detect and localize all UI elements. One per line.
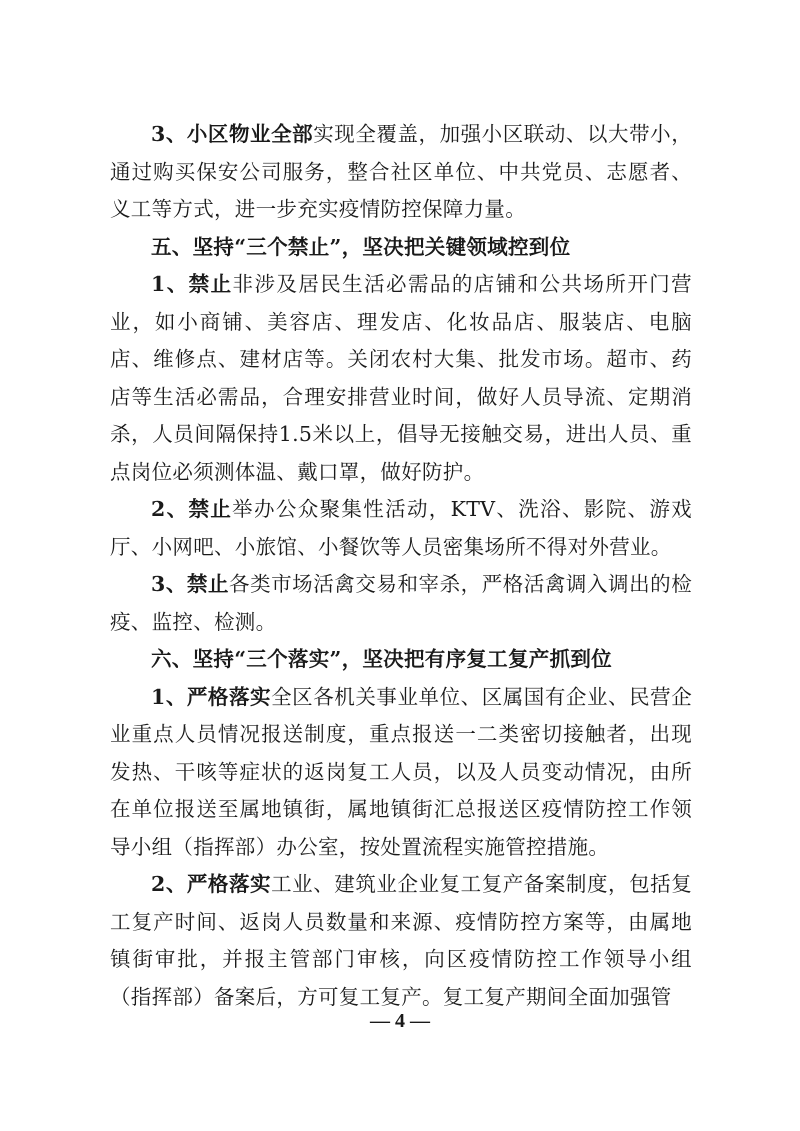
paragraph-ban-poultry	[110, 566, 692, 641]
paragraph-ban-gatherings	[110, 491, 692, 566]
item-number: 1、严格	[151, 684, 229, 709]
paragraph-text: 全区各机关事业单位、区属国有企业、民营企业重点人员情况报送制度，重点报送一二类密切接触者，出现发热、干咳等症状的返岗复工人员，以及人员变动情况，由所在单位报送至属地镇街，属地镇街汇总报送区疫情防控工作领导小组（指挥部）办公室，按处置流程实施管控措施。	[110, 684, 693, 859]
paragraph-text: 举办公众聚集性活动，KTV、洗浴、影院、游戏厅、小网吧、小旅馆、小餐饮等人员密集场所不得对外营业。	[110, 497, 692, 559]
paragraph-reporting-system	[110, 679, 692, 867]
paragraph-text: 实现全覆盖，加强小区联动、以大带小，通过购买保安公司服务，整合社区单位、中共党员、志愿者、义工等方式，进一步充实疫情防控保障力量。	[110, 122, 692, 221]
keyword: 禁止	[186, 572, 230, 596]
document-body	[110, 116, 692, 1016]
section-heading-five: 五、坚持“三个禁止”，坚决把关键领域控到位	[151, 234, 571, 259]
paragraph-ban-stores	[110, 266, 692, 491]
paragraph-filing-system	[110, 866, 692, 1016]
keyword: 落实	[229, 872, 272, 896]
keyword: 全部	[271, 122, 314, 146]
paragraph-text: 工业、建筑业企业复工复产备案制度，包括复工复产时间、返岗人员数量和来源、疫情防控方案等，由属地镇街审批，并报主管部门审核，向区疫情防控工作领导小组（指挥部）备案后，方可复工复产。复工复产期间全面加强管	[110, 872, 693, 1009]
item-number: 1、	[151, 272, 189, 296]
paragraph-text: 各类市场活禽交易和宰杀，严格活禽调入调出的检疫、监控、检测。	[110, 572, 692, 634]
section-heading-six: 六、坚持“三个落实”，坚决把有序复工复产抓到位	[151, 647, 612, 671]
item-number: 3、小区物业	[151, 122, 272, 146]
paragraph-property-coverage	[110, 116, 692, 229]
keyword: 禁止	[188, 497, 233, 521]
keyword: 禁止	[188, 272, 233, 296]
keyword: 落实	[229, 684, 272, 709]
item-number: 2、	[151, 497, 189, 521]
page-number: — 4 —	[370, 1010, 430, 1032]
paragraph-text: 非涉及居民生活必需品的店铺和公共场所开门营业，如小商铺、美容店、理发店、化妆品店、服装店、电脑店、维修点、建材店等。关闭农村大集、批发市场。超市、药店等生活必需品，合理安排营业时间，做好人员导流、定期消杀，人员间隔保持1.5米以上，倡导无接触交易，进出人员、重点岗位必须测体温、戴口罩，做好防护。	[110, 272, 692, 484]
item-number: 2、严格	[151, 872, 229, 896]
item-number: 3、	[151, 572, 187, 596]
